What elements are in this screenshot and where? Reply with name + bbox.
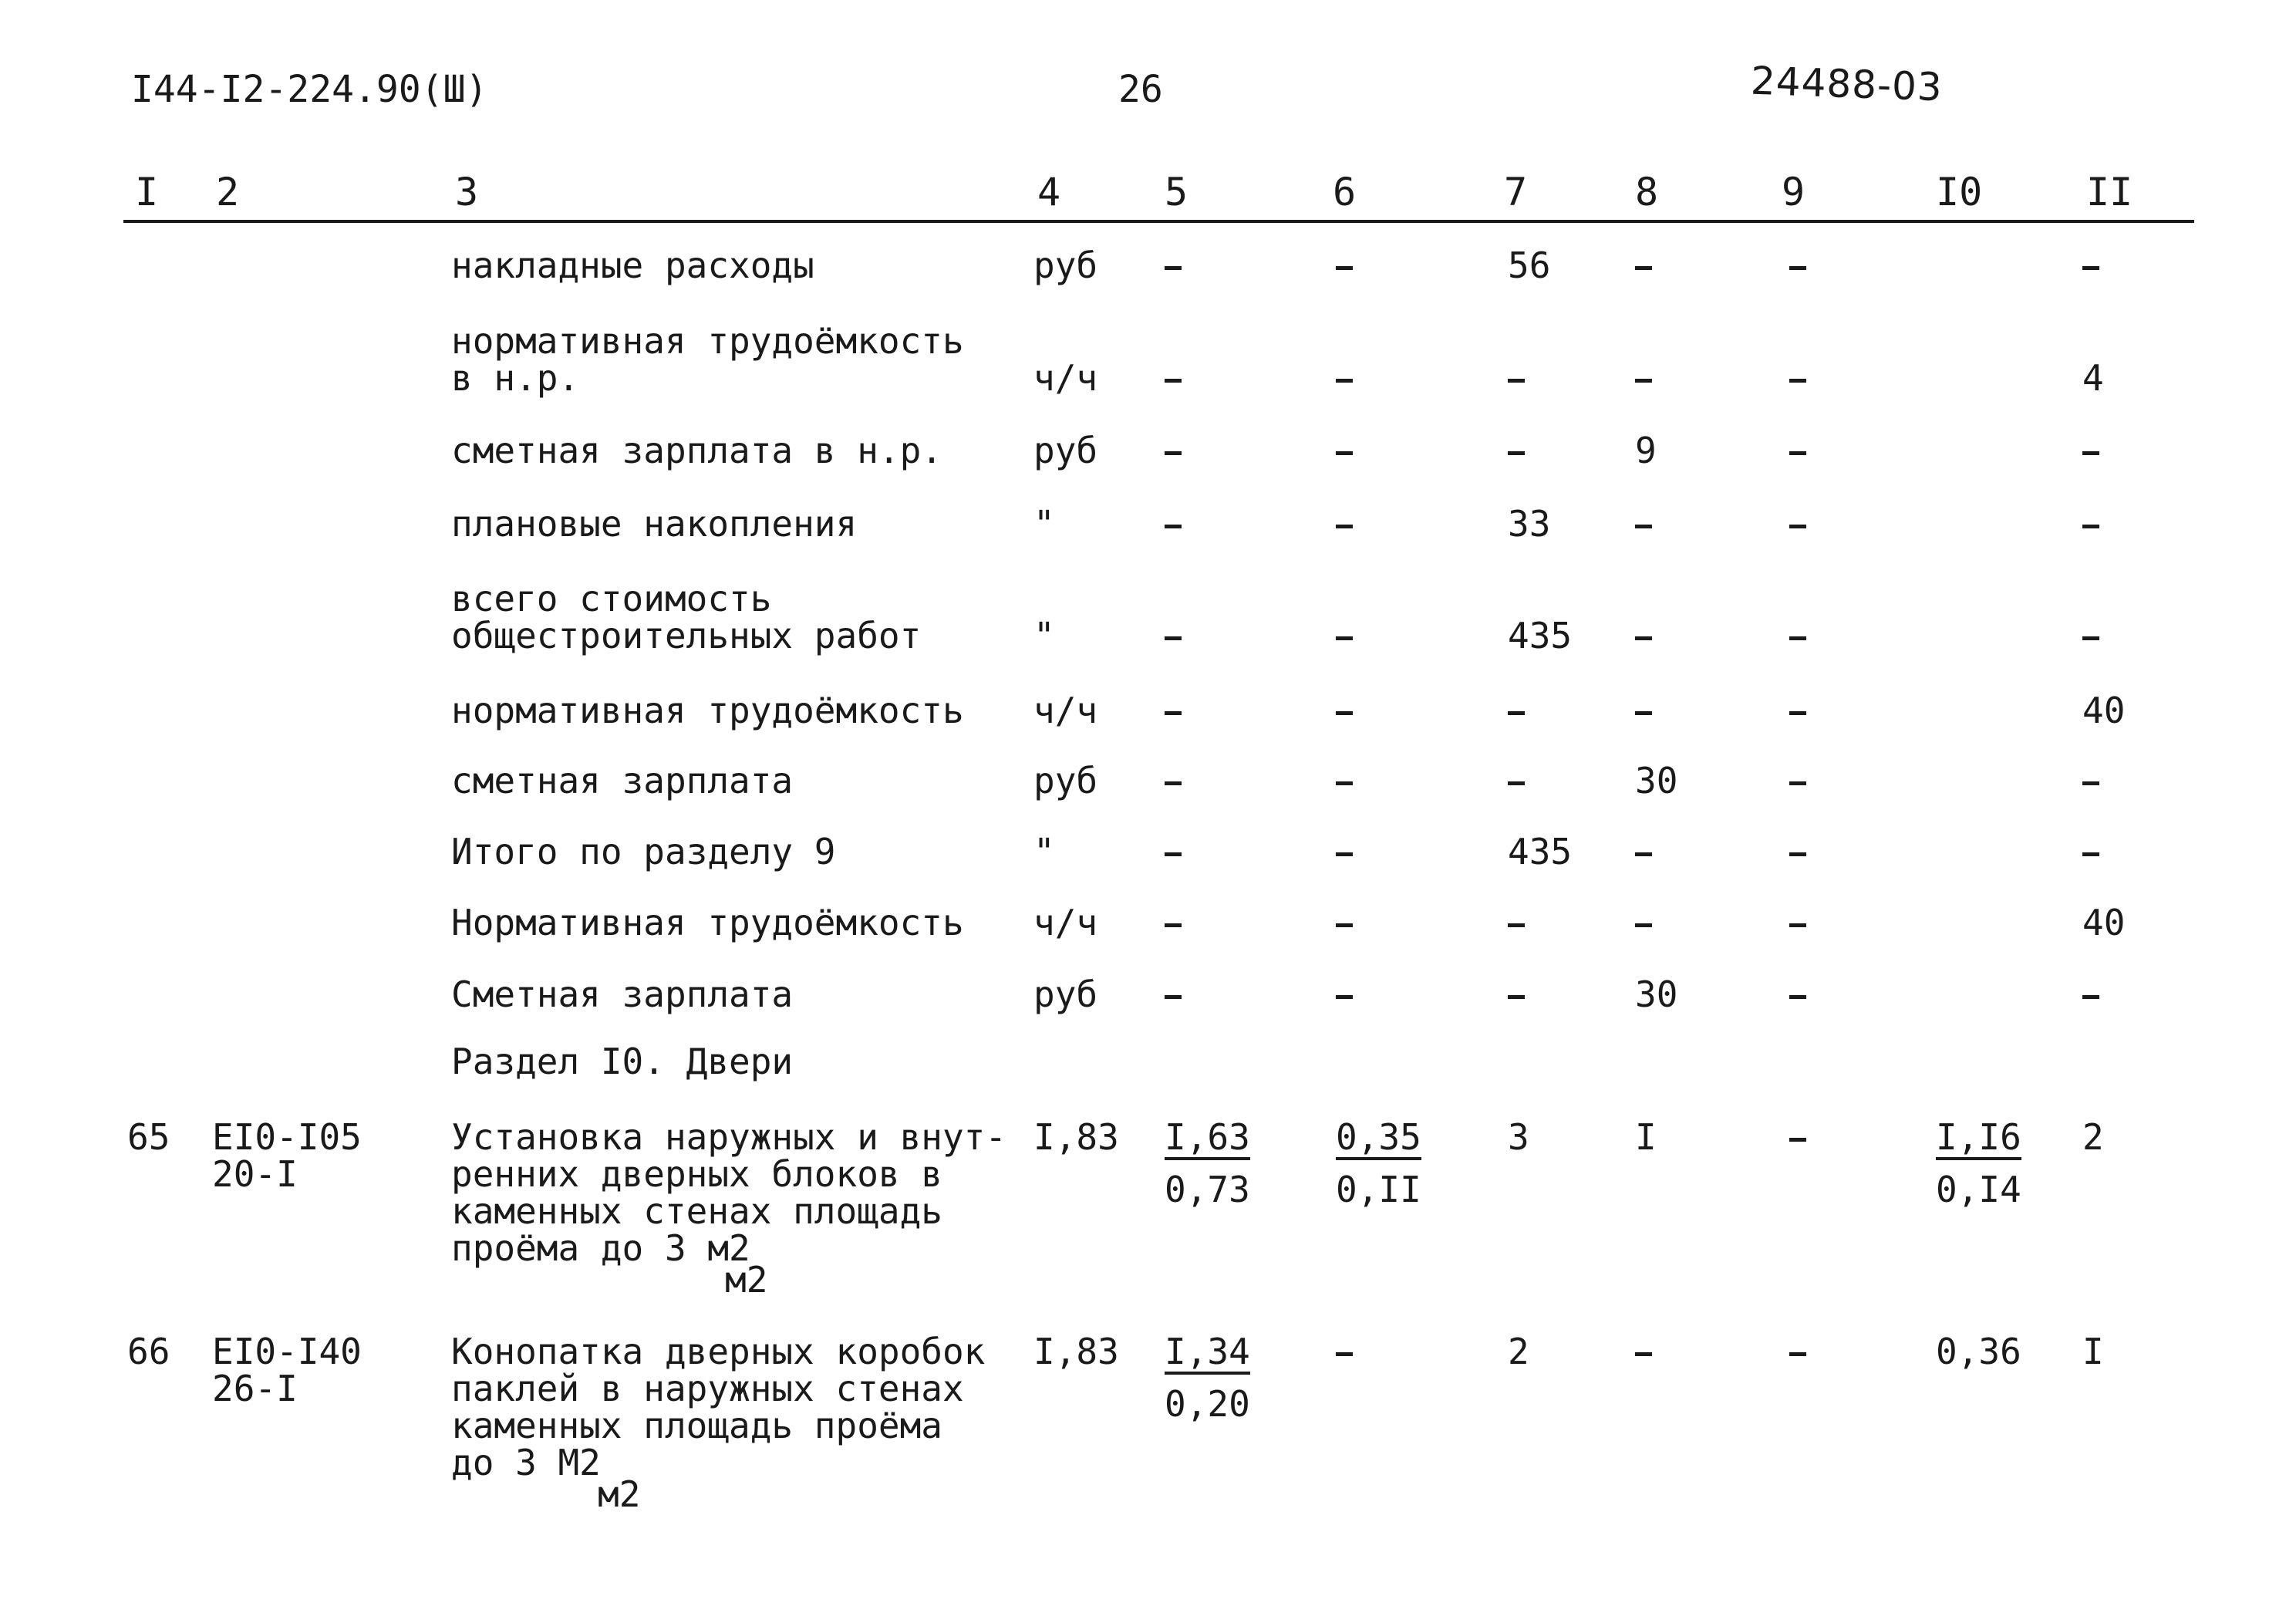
fraction-bottom: 0,73	[1165, 1169, 1250, 1210]
dash-mark	[2082, 636, 2099, 640]
dash-mark	[1635, 852, 1652, 856]
dash-mark	[2082, 505, 2099, 542]
item-col4: I,83	[1033, 1331, 1119, 1372]
row-description: всего стоимость общестроительных работ	[451, 578, 922, 656]
item-col10-fraction	[1936, 1116, 2021, 1210]
dash-mark	[1789, 995, 1806, 999]
dash-mark	[1336, 833, 1353, 870]
row-description: нормативная трудоёмкость	[451, 690, 964, 731]
dash-mark	[1789, 617, 1806, 654]
dash-mark	[1635, 923, 1652, 927]
column-number: 2	[216, 170, 240, 214]
dash-mark	[1165, 711, 1182, 715]
item-code: EI0-I40 26-I	[212, 1331, 362, 1409]
dash-mark	[1635, 617, 1652, 654]
item-col8	[1635, 1333, 1652, 1370]
fraction-bottom: 0,II	[1336, 1169, 1421, 1210]
dash-mark	[2082, 833, 2099, 870]
dash-mark	[1789, 923, 1806, 927]
dash-mark	[1336, 451, 1353, 455]
row-value-c7: 435	[1508, 615, 1573, 656]
dash-mark	[1336, 995, 1353, 999]
dash-mark	[1789, 525, 1806, 528]
dash-mark	[1789, 636, 1806, 640]
dash-mark	[1165, 247, 1182, 284]
dash-mark	[1789, 781, 1806, 785]
dash-mark	[1336, 923, 1353, 927]
dash-mark	[1165, 904, 1182, 941]
column-number: 8	[1635, 170, 1659, 214]
document-code: I44-I2-224.90(Ш)	[131, 68, 488, 111]
column-number: I0	[1936, 170, 1983, 214]
dash-mark	[2082, 525, 2099, 528]
column-number: 7	[1504, 170, 1528, 214]
dash-mark	[1165, 432, 1182, 469]
row-description: Нормативная трудоёмкость	[451, 902, 964, 943]
dash-mark	[1336, 1352, 1353, 1356]
dash-mark	[2082, 995, 2099, 999]
dash-mark	[1165, 505, 1182, 542]
row-value-unit: ч/ч	[1033, 357, 1098, 399]
dash-mark	[1165, 995, 1182, 999]
dash-mark	[1508, 711, 1525, 715]
row-description: плановые накопления	[451, 503, 858, 545]
dash-mark	[1165, 692, 1182, 729]
handwritten-stamp-number: 24488-03	[1750, 58, 1944, 110]
row-value-c11: 4	[2082, 357, 2104, 399]
row-description: сметная зарплата в н.р.	[451, 430, 942, 471]
dash-mark	[1635, 833, 1652, 870]
dash-mark	[1789, 692, 1806, 729]
item-col6-fraction	[1336, 1116, 1421, 1210]
fraction-top: I,34	[1165, 1333, 1250, 1375]
row-value-unit: "	[1033, 615, 1055, 656]
dash-mark	[1635, 1352, 1652, 1356]
dash-mark	[1635, 247, 1652, 284]
dash-mark	[1508, 359, 1525, 397]
dash-mark	[1789, 711, 1806, 715]
row-value-unit: "	[1033, 831, 1055, 872]
dash-mark	[1508, 379, 1525, 383]
dash-mark	[1165, 266, 1182, 270]
dash-mark	[1336, 266, 1353, 270]
dash-mark	[1635, 525, 1652, 528]
dash-mark	[2082, 852, 2099, 856]
dash-mark	[2082, 266, 2099, 270]
header-rule	[123, 220, 2194, 223]
dash-mark	[1165, 359, 1182, 397]
dash-mark	[2082, 781, 2099, 785]
item-description: Конопатка дверных коробок паклей в наружных стенах каменных площадь проёма до 3 М2	[451, 1331, 986, 1483]
row-description: накладные расходы	[451, 245, 814, 286]
fraction-bottom: 0,I4	[1936, 1169, 2021, 1210]
dash-mark	[1789, 266, 1806, 270]
dash-mark	[2082, 976, 2099, 1013]
row-description: сметная зарплата	[451, 760, 794, 801]
dash-mark	[1789, 852, 1806, 856]
dash-mark	[1789, 247, 1806, 284]
dash-mark	[2082, 247, 2099, 284]
item-col11: I	[2082, 1331, 2104, 1372]
dash-mark	[1336, 359, 1353, 397]
item-number: 66	[127, 1331, 170, 1372]
dash-mark	[1635, 266, 1652, 270]
dash-mark	[1336, 852, 1353, 856]
dash-mark	[1635, 505, 1652, 542]
row-description: нормативная трудоёмкость в н.р.	[451, 320, 964, 399]
column-number-header	[0, 170, 2296, 216]
item-col4: I,83	[1033, 1116, 1119, 1158]
dash-mark	[1789, 451, 1806, 455]
item-col7: 2	[1508, 1331, 1529, 1372]
fraction-top: 0,35	[1336, 1119, 1421, 1160]
dash-mark	[1789, 432, 1806, 469]
dash-mark	[1789, 505, 1806, 542]
dash-mark	[1508, 904, 1525, 941]
dash-mark	[1635, 692, 1652, 729]
page-number: 26	[1118, 68, 1163, 111]
row-value-c11: 40	[2082, 902, 2126, 943]
item-col5-fraction	[1165, 1331, 1250, 1425]
item-number: 65	[127, 1116, 170, 1158]
dash-mark	[1165, 923, 1182, 927]
dash-mark	[1165, 852, 1182, 856]
dash-mark	[2082, 762, 2099, 799]
row-value-c8: 30	[1635, 760, 1678, 801]
section-title: Раздел I0. Двери	[451, 1041, 794, 1082]
dash-mark	[1336, 762, 1353, 799]
dash-mark	[1165, 833, 1182, 870]
row-value-c11: 40	[2082, 690, 2126, 731]
row-value-unit: "	[1033, 503, 1055, 545]
dash-mark	[1789, 1352, 1806, 1356]
dash-mark	[1508, 451, 1525, 455]
fraction-top: I,I6	[1936, 1119, 2021, 1160]
column-number: 5	[1165, 170, 1188, 214]
dash-mark	[1635, 379, 1652, 383]
dash-mark	[1789, 833, 1806, 870]
item-col9	[1789, 1119, 1806, 1156]
row-value-unit: руб	[1033, 430, 1098, 471]
row-value-unit: руб	[1033, 974, 1098, 1015]
dash-mark	[1336, 904, 1353, 941]
dash-mark	[1635, 359, 1652, 397]
item-measure: м2	[598, 1473, 641, 1515]
dash-mark	[1165, 451, 1182, 455]
fraction-top: I,63	[1165, 1119, 1250, 1160]
row-value-c8: 30	[1635, 974, 1678, 1015]
item-col9	[1789, 1333, 1806, 1370]
dash-mark	[1508, 432, 1525, 469]
dash-mark	[1635, 636, 1652, 640]
dash-mark	[1789, 1138, 1806, 1142]
row-value-c7: 33	[1508, 503, 1551, 545]
row-value-c7: 435	[1508, 831, 1573, 872]
item-col10: 0,36	[1936, 1331, 2021, 1372]
dash-mark	[2082, 451, 2099, 455]
row-value-unit: ч/ч	[1033, 690, 1098, 731]
dash-mark	[1336, 781, 1353, 785]
dash-mark	[1165, 525, 1182, 528]
dash-mark	[1336, 432, 1353, 469]
dash-mark	[1508, 995, 1525, 999]
dash-mark	[1336, 711, 1353, 715]
dash-mark	[1165, 617, 1182, 654]
column-number: 9	[1782, 170, 1805, 214]
dash-mark	[1165, 781, 1182, 785]
column-number: 3	[455, 170, 479, 214]
column-number: I	[135, 170, 159, 214]
row-description: Сметная зарплата	[451, 974, 794, 1015]
row-value-unit: ч/ч	[1033, 902, 1098, 943]
dash-mark	[1165, 636, 1182, 640]
dash-mark	[1789, 976, 1806, 1013]
dash-mark	[1508, 692, 1525, 729]
dash-mark	[1508, 976, 1525, 1013]
column-number: 6	[1333, 170, 1357, 214]
dash-mark	[2082, 617, 2099, 654]
dash-mark	[1336, 976, 1353, 1013]
dash-mark	[1789, 379, 1806, 383]
row-value-unit: руб	[1033, 245, 1098, 286]
dash-mark	[1789, 359, 1806, 397]
item-col8: I	[1635, 1116, 1657, 1158]
dash-mark	[1789, 904, 1806, 941]
dash-mark	[2082, 432, 2099, 469]
column-number: II	[2086, 170, 2133, 214]
row-value-unit: руб	[1033, 760, 1098, 801]
row-description: Итого по разделу 9	[451, 831, 836, 872]
dash-mark	[1336, 379, 1353, 383]
dash-mark	[1336, 692, 1353, 729]
dash-mark	[1336, 525, 1353, 528]
item-col7: 3	[1508, 1116, 1529, 1158]
dash-mark	[1789, 762, 1806, 799]
dash-mark	[1336, 636, 1353, 640]
dash-mark	[1635, 711, 1652, 715]
row-value-c7: 56	[1508, 245, 1551, 286]
item-col5-fraction	[1165, 1116, 1250, 1210]
dash-mark	[1336, 505, 1353, 542]
dash-mark	[1165, 976, 1182, 1013]
item-description: Установка наружных и внут- ренних дверных блоков в каменных стенах площадь проёма до 3 м2	[451, 1116, 1007, 1269]
dash-mark	[1336, 617, 1353, 654]
dash-mark	[1165, 379, 1182, 383]
dash-mark	[1635, 904, 1652, 941]
column-number: 4	[1037, 170, 1061, 214]
dash-mark	[1508, 923, 1525, 927]
item-col11: 2	[2082, 1116, 2104, 1158]
item-measure: м2	[725, 1259, 768, 1301]
dash-mark	[1165, 762, 1182, 799]
fraction-bottom: 0,20	[1165, 1383, 1250, 1425]
dash-mark	[1508, 781, 1525, 785]
item-col6	[1336, 1333, 1353, 1370]
dash-mark	[1336, 247, 1353, 284]
row-value-c8: 9	[1635, 430, 1657, 471]
item-code: EI0-I05 20-I	[212, 1116, 362, 1195]
dash-mark	[1508, 762, 1525, 799]
